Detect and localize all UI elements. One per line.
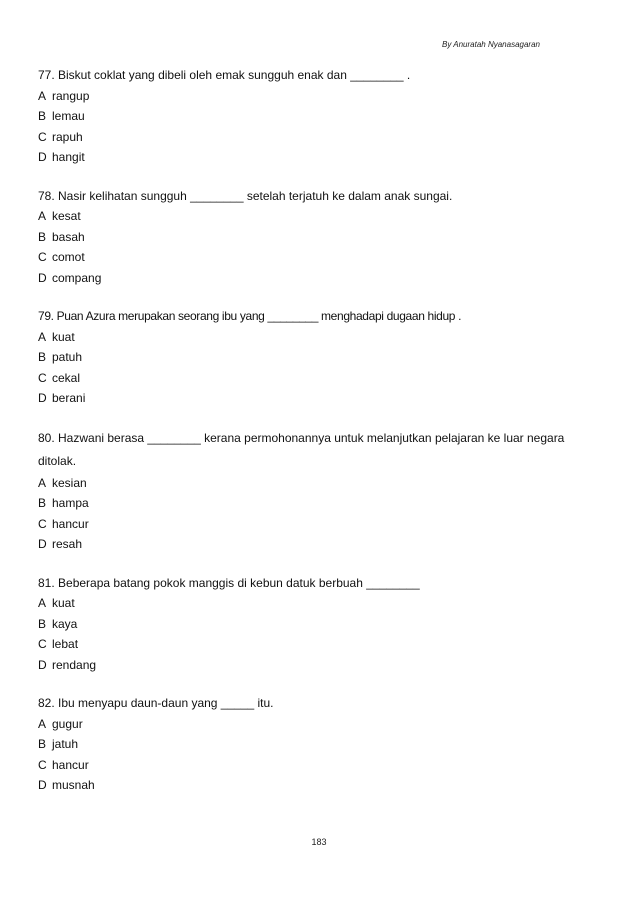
option-letter: C <box>38 757 47 772</box>
option-letter: B <box>38 737 47 751</box>
option-text: kesat <box>52 209 81 223</box>
option-a <box>38 714 568 735</box>
page-number: 183 <box>311 837 327 847</box>
question-82 <box>38 693 568 796</box>
option-letter: D <box>38 778 47 792</box>
option-letter: C <box>38 129 47 144</box>
option-text: hancur <box>52 516 89 531</box>
option-letter: B <box>38 616 47 631</box>
option-b <box>38 493 568 514</box>
option-a <box>38 593 568 614</box>
option-text: musnah <box>52 778 95 792</box>
option-c <box>38 368 568 389</box>
option-letter: A <box>38 596 47 610</box>
option-d <box>38 655 568 676</box>
question-79 <box>38 306 568 409</box>
option-letter: B <box>38 109 47 123</box>
option-text: lebat <box>52 637 79 651</box>
question-text: 82. Ibu menyapu daun-daun yang _____ itu. <box>38 696 274 710</box>
option-c <box>38 127 568 148</box>
option-c <box>38 634 568 655</box>
option-text: berani <box>52 391 86 405</box>
page-header-author: By Anuratah Nyanasagaran <box>442 40 540 49</box>
option-text: patuh <box>52 350 83 364</box>
option-d <box>38 534 568 555</box>
option-letter: A <box>38 716 47 731</box>
option-letter: B <box>38 350 47 364</box>
option-a <box>38 86 568 107</box>
option-a <box>38 206 568 227</box>
option-d <box>38 388 568 409</box>
option-text: compang <box>52 270 102 285</box>
option-letter: A <box>38 209 47 223</box>
option-text: rapuh <box>52 129 83 144</box>
option-text: hampa <box>52 496 89 510</box>
option-letter: C <box>38 370 47 385</box>
option-letter: C <box>38 516 47 531</box>
option-c <box>38 247 568 268</box>
option-letter: D <box>38 537 47 551</box>
option-text: jatuh <box>52 737 79 751</box>
option-a <box>38 327 568 348</box>
option-text: cekal <box>52 370 81 385</box>
option-c <box>38 755 568 776</box>
option-text: kuat <box>52 329 75 344</box>
question-list <box>38 65 568 814</box>
option-b <box>38 106 568 127</box>
option-text: kaya <box>52 616 78 631</box>
option-text: rangup <box>52 88 90 103</box>
question-77 <box>38 65 568 168</box>
option-text: kesian <box>52 475 87 490</box>
question-text: 79. Puan Azura merupakan seorang ibu yang ________ menghadapi dugaan hidup . <box>38 309 462 323</box>
question-81 <box>38 573 568 676</box>
question-text: 80. Hazwani berasa ________ kerana permohonannya untuk melanjutkan pelajaran ke luar negara ditolak. <box>38 430 565 468</box>
option-letter: C <box>38 250 47 264</box>
option-text: kuat <box>52 596 75 610</box>
option-c <box>38 514 568 535</box>
option-letter: D <box>38 150 47 164</box>
option-b <box>38 227 568 248</box>
option-letter: D <box>38 270 47 285</box>
option-b <box>38 734 568 755</box>
option-text: comot <box>52 250 85 264</box>
option-letter: C <box>38 637 47 651</box>
question-text: 81. Beberapa batang pokok manggis di kebun datuk berbuah ________ <box>38 575 420 590</box>
option-letter: D <box>38 391 47 405</box>
question-text: 78. Nasir kelihatan sungguh ________ setelah terjatuh ke dalam anak sungai. <box>38 188 453 203</box>
option-d <box>38 775 568 796</box>
question-80 <box>38 427 568 555</box>
option-text: hancur <box>52 757 89 772</box>
option-d <box>38 147 568 168</box>
option-b <box>38 614 568 635</box>
question-78 <box>38 186 568 289</box>
option-text: gugur <box>52 716 83 731</box>
option-a <box>38 473 568 494</box>
option-text: resah <box>52 537 83 551</box>
option-letter: D <box>38 657 47 672</box>
option-letter: B <box>38 229 47 244</box>
option-d <box>38 268 568 289</box>
option-text: rendang <box>52 657 97 672</box>
option-letter: A <box>38 329 47 344</box>
option-letter: B <box>38 496 47 510</box>
option-letter: A <box>38 475 47 490</box>
option-text: lemau <box>52 109 85 123</box>
option-text: basah <box>52 229 85 244</box>
question-text: 77. Biskut coklat yang dibeli oleh emak sungguh enak dan ________ . <box>38 68 411 82</box>
option-b <box>38 347 568 368</box>
option-letter: A <box>38 88 47 103</box>
option-text: hangit <box>52 150 85 164</box>
